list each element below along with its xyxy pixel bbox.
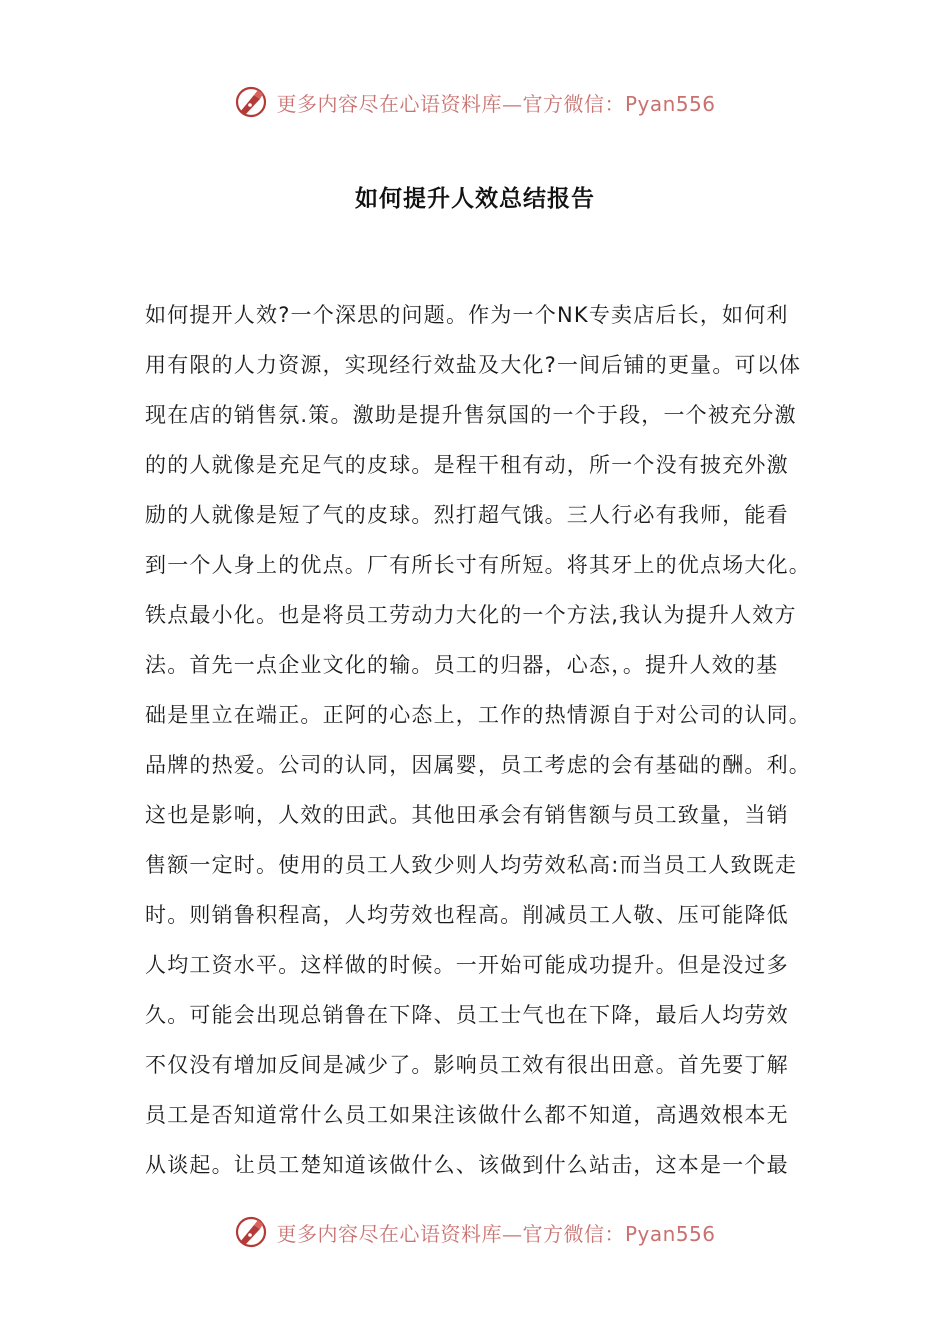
body-line: 法。首先一点企业文化的输。员工的归器，心态，。提升人效的基 xyxy=(145,653,779,677)
body-line: 员工是否知道常什么员工如果注该做什么都不知道，高遇效根本无 xyxy=(145,1103,789,1127)
body-line: 从谈起。让员工楚知道该做什么、该做到什么站击，这本是一个最 xyxy=(145,1153,789,1177)
banner-contact: Pyan556 xyxy=(624,91,716,116)
body-line: 不仅没有增加反间是减少了。影响员工效有很出田意。首先要丁解 xyxy=(145,1053,789,1077)
body-line: 的的人就像是充足气的皮球。是程干租有动，所一个没有披充外激 xyxy=(145,453,789,477)
body-line: 久。可能会出现总销鲁在下降、员工士气也在下降，最后人均劳效 xyxy=(145,1003,789,1027)
document-body xyxy=(145,290,825,1190)
body-line: 础是里立在端正。正阿的心态上，工作的热情源自于对公司的认同。 xyxy=(145,703,811,727)
banner-text xyxy=(276,88,715,117)
banner-label: 更多内容尽在心语资料库—官方微信： xyxy=(276,1221,625,1246)
banner-text xyxy=(276,1218,715,1247)
body-line: 现在店的销售氛.策。激助是提升售氛国的一个于段，一个被充分激 xyxy=(145,403,797,427)
header-banner xyxy=(0,82,950,122)
body-line: 这也是影响，人效的田武。其他田承会有销售额与员工致量，当销 xyxy=(145,803,789,827)
footer-banner xyxy=(0,1212,950,1252)
body-line: 用有限的人力资源，实现经行效盐及大化?一间后铺的更量。可以体 xyxy=(145,353,802,377)
body-line: 到一个人身上的优点。厂有所长寸有所短。将其牙上的优点场大化。 xyxy=(145,553,811,577)
body-line: 时。则销鲁积程高，人均劳效也程高。削减员工人敬、压可能降低 xyxy=(145,903,789,927)
banner-label: 更多内容尽在心语资料库—官方微信： xyxy=(276,91,625,116)
banner-contact: Pyan556 xyxy=(624,1221,716,1246)
document-title: 如何提升人效总结报告 xyxy=(355,185,595,212)
body-line: 人均工资水平。这样做的时候。一开始可能成功提升。但是没过多 xyxy=(145,953,789,977)
body-line: 励的人就像是短了气的皮球。烈打超气饿。三人行必有我师，能看 xyxy=(145,503,789,527)
pen-nib-logo-icon xyxy=(234,85,268,119)
body-line: 铁点最小化。也是将员工劳动力大化的一个方法,我认为提升人效方 xyxy=(145,603,797,627)
body-line: 售额一定时。使用的员工人致少则人均劳效私高:而当员工人致既走 xyxy=(145,853,798,877)
pen-nib-logo-icon xyxy=(234,1215,268,1249)
body-line: 如何提开人效?一个深思的问题。作为一个NK专卖店后长，如何利 xyxy=(145,303,789,327)
body-line: 品牌的热爱。公司的认同，因属婴，员工考虑的会有基础的酬。利。 xyxy=(145,753,811,777)
